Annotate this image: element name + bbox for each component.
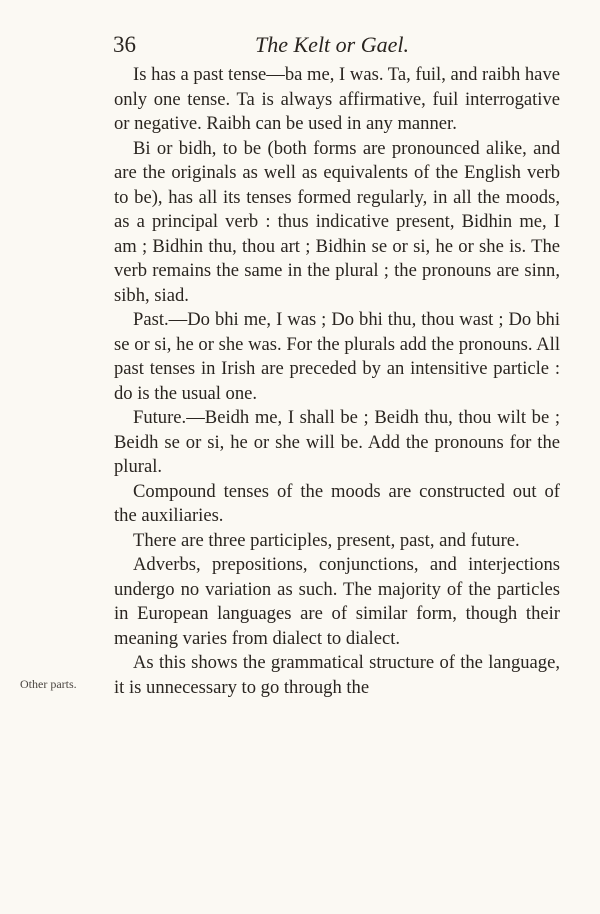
paragraph: Compound tenses of the moods are constructed out of the auxiliaries. bbox=[114, 480, 560, 526]
page-header bbox=[113, 32, 560, 62]
running-title: The Kelt or Gael. bbox=[255, 32, 409, 57]
margin-note: Other parts. bbox=[20, 677, 77, 691]
paragraph: Bi or bidh, to be (both forms are pronounced alike, and are the originals as well as equivalents of the English verb to be), has all its tenses formed regularly, in all the moods, as a principal verb : thus indicative present, Bidhin me, I am ; Bidhin thu, thou art ; Bidhin se or si, he or she is. The verb remains the same in the plural ; the pronouns are sinn, sibh, siad. bbox=[114, 137, 560, 306]
paragraph: Past.—Do bhi me, I was ; Do bhi thu, thou wast ; Do bhi se or si, he or she was. For the plurals add the pronouns. All past tenses in Irish are preceded by an intensitive particle : do is the usual one. bbox=[114, 309, 560, 404]
body-text bbox=[114, 63, 560, 700]
paragraph: As this shows the grammatical structure of the language, it is unnecessary to go through the bbox=[114, 652, 560, 698]
paragraph: Future.—Beidh me, I shall be ; Beidh thu, thou wilt be ; Beidh se or si, he or she will be. Add the pronouns for the plural. bbox=[114, 407, 560, 477]
paragraph: There are three participles, present, past, and future. bbox=[133, 529, 520, 551]
paragraph: Adverbs, prepositions, conjunctions, and interjections undergo no variation as such. The majority of the particles in European languages are of similar form, though their meaning varies from dialect to dialect. bbox=[114, 554, 560, 649]
page-number: 36 bbox=[113, 32, 136, 57]
paragraph: Is has a past tense—ba me, I was. Ta, fuil, and raibh have only one tense. Ta is always affirmative, fuil interrogative or negative. Raibh can be used in any manner. bbox=[114, 64, 560, 134]
